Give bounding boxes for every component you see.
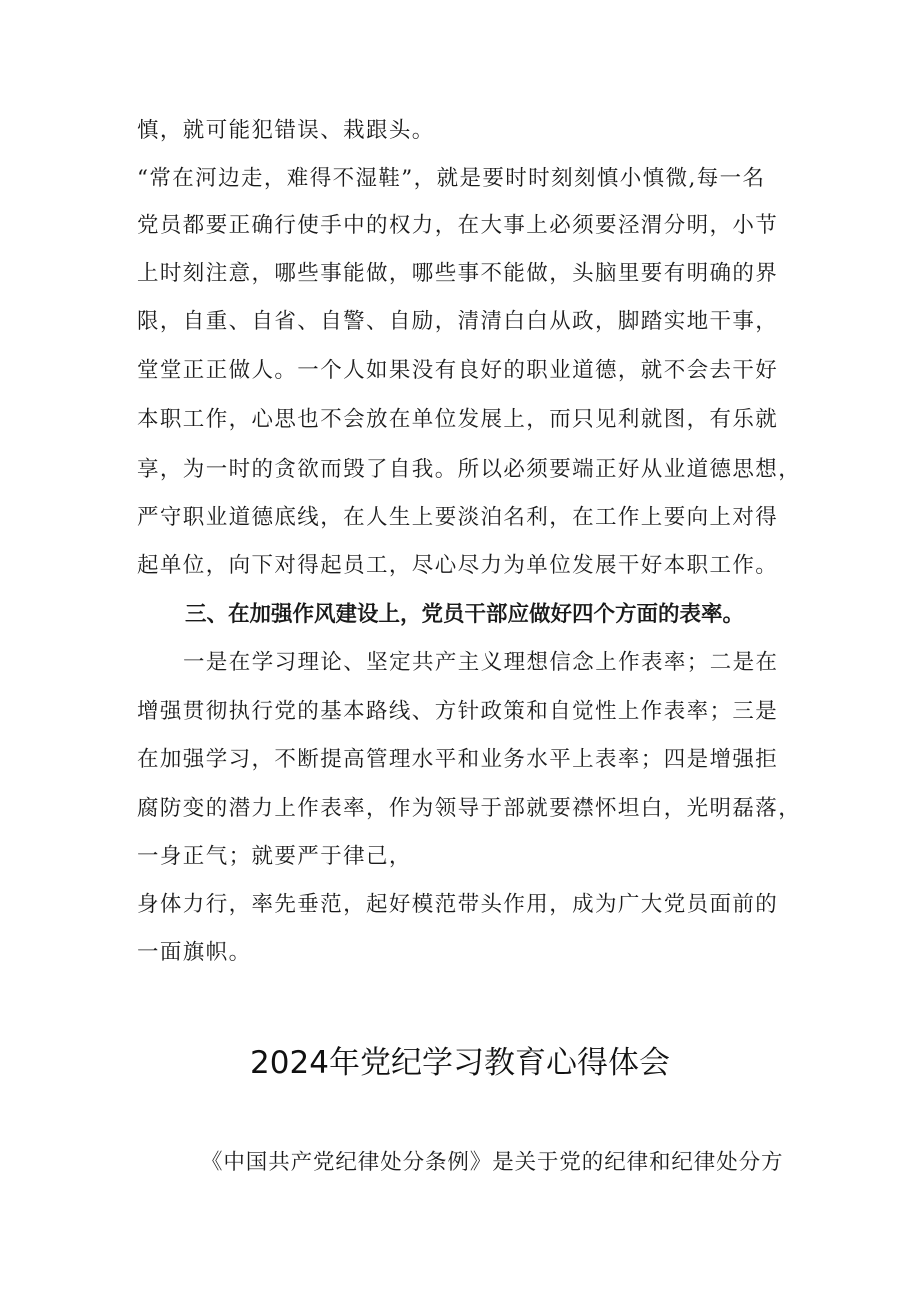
paragraph-line: 一是在学习理论、坚定共产主义理想信念上作表率；二是在 [183,650,779,675]
paragraph-line: 上时刻注意，哪些事能做，哪些事不能做，头脑里要有明确的界 [137,261,779,286]
paragraph-line: 在加强学习，不断提高管理水平和业务水平上表率；四是增强拒 [137,747,779,772]
paragraph-line: 一面旗帜。 [137,940,252,965]
paragraph-line: 党员都要正确行使手中的权力，在大事上必须要泾渭分明，小节 [137,213,779,238]
section-heading: 三、在加强作风建设上，党员干部应做好四个方面的表率。 [185,602,745,627]
paragraph-line: 《中国共产党纪律处分条例》是关于党的纪律和纪律处分方 [201,1150,784,1175]
paragraph-line: 增强贯彻执行党的基本路线、方针政策和自觉性上作表率；三是 [137,699,779,724]
paragraph-line: 本职工作，心思也不会放在单位发展上，而只见利就图，有乐就 [137,407,779,432]
paragraph-line: 慎，就可能犯错误、栽跟头。 [137,118,435,143]
paragraph-line: 限，自重、自省、自警、自励，清清白白从政，脚踏实地干事， [137,309,779,334]
paragraph-line: 起单位，向下对得起员工，尽心尽力为单位发展干好本职工作。 [137,553,779,578]
paragraph-line: 享，为一时的贪欲而毁了自我。所以必须要端正好从业道德思想， [137,457,802,482]
paragraph-line: 一身正气；就要严于律己， [137,844,412,869]
paragraph-line: 腐防变的潜力上作表率，作为领导于部就要襟怀坦白，光明磊落， [137,796,802,821]
paragraph-line: 身体力行，率先垂范，起好模范带头作用，成为广大党员面前的 [137,892,779,917]
paragraph-line: 堂堂正正做人。一个人如果没有良好的职业道德，就不会去干好 [137,358,779,383]
paragraph-line: “常在河边走，难得不湿鞋”，就是要时时刻刻慎小慎微,每一名 [137,166,766,191]
paragraph-line: 严守职业道德底线，在人生上要淡泊名利，在工作上要向上对得 [137,505,779,530]
article-title: 2024年党纪学习教育心得体会 [250,1045,670,1081]
